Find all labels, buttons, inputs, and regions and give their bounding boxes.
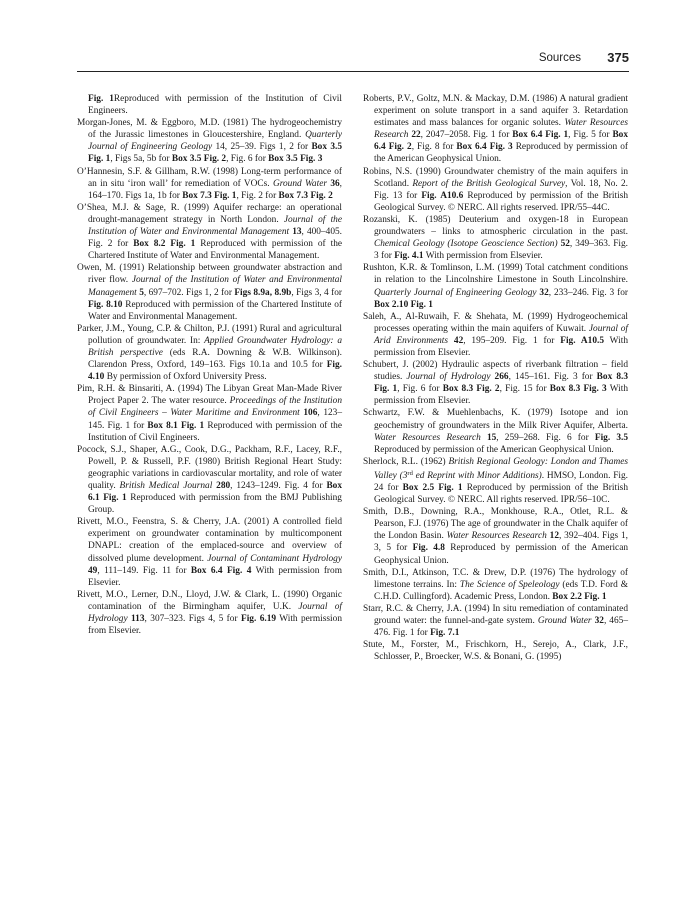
reference-entry [77,93,342,117]
reference-text: Fig. 4.8 [412,543,445,554]
reference-text: Robins, N.S. (1990) Groundwater chemistry of the main aquifers in Scotland. [363,166,628,189]
reference-text: , 145–161. Fig. 3 for [508,372,597,383]
reference-text: Ground Water [537,616,592,627]
reference-text: With permission from Elsevier. [423,251,543,262]
reference-text: Smith, D.B., Downing, R.A., Monkhouse, R.A., Otlet, R.L. & Pearson, F.J. (1976) The age of groundwater in the Chalk aquifer of the London Basin. [363,507,628,542]
reference-text: Box 8.2 Fig. 1 [133,239,196,250]
reference-text: , 123–145. Fig. 1 for [88,408,342,431]
reference-text: ed Reprint with Minor Additions) [412,470,542,481]
reference-text: Reproduced with permission of the Institution of Civil Engineers. [88,420,342,443]
reference-entry [77,383,342,443]
reference-text: 266 [494,372,509,383]
reference-text: . HMSO, London. Fig. 24 for [374,470,628,493]
reference-text: Stute, M., Forster, M., Frischkorn, H., Serejo, A., Clark, J.F., Schlosser, P., Broecker, W.S. & Bonani, G. (1995) [363,640,628,663]
reference-text: Water Resources Research [374,118,628,141]
reference-text: Box 7.3 Fig. 1 [182,190,237,201]
reference-entry [363,93,628,166]
reference-text: Owen, M. (1991) Relationship between groundwater abstraction and river flow. [77,263,342,286]
reference-text: Reproduced with permission of the Chartered Institute of Water and Environmental Management. [88,299,342,322]
reference-text: Sherlock, R.L. (1962) [363,456,449,467]
reference-entry [363,311,628,359]
reference-text: Pocock, S.J., Shaper, A.G., Cook, D.G., Packham, R.F., Lacey, R.F., Powell, P. & Russell, P.F. (1980) British Regional Heart Study: geographic variations in cardiovascular mortality, and role of water quality. [77,444,342,491]
left-column [77,93,342,637]
reference-text: 13 [292,227,302,238]
reference-text: Smith, D.I., Atkinson, T.C. & Drew, D.P. (1976) The hydrology of limestone terrains. In: [363,567,628,590]
reference-text: Water Resources Research [446,531,547,542]
reference-text: 32 [594,616,604,627]
reference-text: Journal of Contaminant Hydrology [207,553,342,564]
reference-entry [363,506,628,566]
reference-text: Schubert, J. (2002) Hydraulic aspects of riverbank filtration – field studies. [363,360,628,383]
reference-text: Proceedings of the Institution of Civil Engineers – Water Maritime and Environment [88,396,342,419]
reference-entry [363,262,628,310]
reference-text: Reproduced by permission of the American Geophysical Union. [374,543,629,566]
reference-entry [363,407,628,455]
reference-text: Fig. 4.10 [88,360,342,383]
reference-text: Rivett, M.O., Lerner, D.N., Lloyd, J.W. & Clark, L. (1990) Organic contamination of the Birmingham aquifer, U.K. [77,589,342,612]
reference-text: , Figs 5a, 5b for [110,154,172,165]
reference-text: Fig. 4.1 [394,251,424,262]
reference-entry [363,603,628,639]
reference-text: , 233–246. Fig. 3 for [548,287,628,298]
reference-text: By permission of Oxford University Press. [104,372,267,383]
reference-text: Saleh, A., Al-Ruwaih, F. & Shehata, M. (1999) Hydrogeochemical processes operating within the main aquifers of Kuwait. [363,311,628,334]
reference-entry [77,166,342,202]
section-title: Sources [538,52,581,64]
reference-text: Reproduced by permission of the American Geophysical Union. [374,142,628,165]
reference-text: , 465–476. Fig. 1 for [374,616,628,639]
reference-text: 14, 25–39. Figs 1, 2 for [212,142,312,153]
reference-text: With permission from Elsevier. [88,614,342,637]
reference-entry [77,202,342,262]
reference-text: Fig. 8.10 [88,299,123,310]
reference-text: Fig. A10.6 [421,190,464,201]
reference-text: Journal of the Institution of Water and Environmental Management [88,214,342,238]
reference-entry [77,262,342,322]
reference-text: With permission from Elsevier. [374,384,629,407]
reference-text: Box 8.3 Fig. 3 [549,384,607,395]
reference-text: Box 8.3 Fig. 1 [374,372,628,395]
reference-entry [363,639,628,663]
reference-text: O’Hannesin, S.F. & Gillham, R.W. (1998) Long-term performance of an in situ ‘iron wall’ for remediation of VOCs. [77,166,342,189]
reference-entry [363,456,628,506]
reference-text: Rushton, K.R. & Tomlinson, L.M. (1999) Total catchment conditions in relation to the Lincolnshire Limestone in South Lincolnshire. [363,263,628,286]
reference-text: 49 [88,565,98,576]
reference-entry [363,567,628,603]
reference-text: Parker, J.M., Young, C.P. & Chilton, P.J. (1991) Rural and agricultural pollution of groundwater. In: [77,323,342,346]
reference-text: Box 6.4 Fig. 2 [374,130,629,153]
reference-text: With permission from Elsevier. [374,335,628,358]
reference-text: (eds R.A. Downing & W.B. Wilkinson). Clarendon Press, Oxford, 149–163. Figs 10.1a and 10.5 for [88,347,342,371]
reference-text: Fig. A10.5 [560,335,604,346]
reference-text: , Fig. 5 for [568,130,613,141]
reference-text: , 111–149. Fig. 11 for [97,565,191,576]
reference-text: Ground Water [272,178,327,189]
reference-entry [77,117,342,165]
reference-text: , Fig. 6 for [226,154,269,165]
reference-text: , Vol. 18, No. 2. Fig. 13 for [374,178,628,201]
reference-text: Morgan-Jones, M. & Eggboro, M.D. (1981) The hydrogeochemistry of the Jurassic limestones in Gloucestershire, England. [77,118,342,141]
reference-text: Box 2.2 Fig. 1 [552,591,607,602]
right-column [363,93,628,663]
reference-entry [77,323,342,383]
reference-text: Fig. 1 [88,94,114,104]
running-header [77,49,629,72]
reference-text: , Fig. 2 for [236,190,279,201]
reference-text: 42 [453,335,464,346]
reference-text: Reproduced by permission of the British Geological Survey. © NERC. All rights reserved. IPR/55–44C. [374,190,629,213]
reference-text: 15 [486,432,497,443]
reference-text: 12 [549,531,559,542]
reference-text: Roberts, P.V., Goltz, M.N. & Mackay, D.M. (1986) A natural gradient experiment on solute transport in a sand aquifer 3. Retardation estimates and mass balances for organic solutes. [363,94,628,129]
reference-text: , Fig. 8 for [411,142,457,153]
reference-text: 106 [303,408,318,419]
reference-entry [363,359,628,407]
reference-text: Box 6.4 Fig. 1 [512,130,569,141]
reference-text: Rozanski, K. (1985) Deuterium and oxygen-18 in European groundwaters – links to atmospheric circulation in the past. [363,214,628,238]
reference-text: , 2047–2058. Fig. 1 for [420,130,513,141]
reference-text: , 307–323. Figs 4, 5 for [144,614,241,625]
reference-text: Reproduced with permission of the Institution of Civil Engineers. [88,94,342,117]
reference-text: , 195–209. Fig. 1 for [463,335,561,346]
reference-text: The Science of Speleology [459,579,560,590]
reference-text: Water Resources Research [374,432,481,443]
reference-text: , 1243–1249. Fig. 4 for [230,481,327,491]
reference-text: Reproduced with permission of the Chartered Institute of Water and Environmental Management. [88,239,343,262]
reference-text: , 259–268. Fig. 6 for [496,432,595,443]
reference-text: Starr, R.C. & Cherry, J.A. (1994) In situ remediation of contaminated ground water: the funnel-and-gate system. [363,603,628,627]
reference-text: Box 6.4 Fig. 3 [456,142,513,153]
page-number: 375 [607,50,629,65]
reference-entry [77,444,342,517]
reference-text: Fig. 7.1 [430,628,460,639]
reference-text: Quarterly Journal of Engineering Geology [374,287,537,298]
reference-entry [363,214,628,262]
reference-text: Box 8.1 Fig. 1 [147,420,205,431]
reference-text: Box 2.5 Fig. 1 [402,483,463,493]
reference-text: Chemical Geology (Isotope Geoscience Section) [374,239,558,250]
reference-text: 5 [139,287,144,298]
reference-text: 280 [216,481,231,491]
reference-text: Reproduced with permission from the BMJ Publishing Group. [88,493,342,516]
reference-text: British Regional Geology: London and Thames Valley [374,456,628,481]
reference-text: rd [407,469,413,477]
reference-text: Box 6.1 Fig. 1 [88,481,343,504]
reference-entry [77,516,342,589]
reference-text: Fig. 6.19 [240,614,277,625]
reference-text: Reproduced by permission of the American Geophysical Union. [374,444,614,455]
reference-text: Schwartz, F.W. & Muehlenbachs, K. (1979) Isotope and ion geochemistry of groundwaters in the Milk River Aquifer, Alberta. [363,408,628,431]
reference-text: With permission from Elsevier. [88,565,342,588]
reference-text: 36 [330,178,340,189]
reference-text: , 164–170. Figs 1a, 1b for [88,178,342,201]
reference-text: Figs 8.9a, 8.9b [234,287,292,298]
reference-text: , 697–702. Figs 1, 2 for [143,287,235,298]
reference-text: , Figs 3, 4 for [291,287,342,298]
reference-text: 113 [131,614,145,625]
reference-text: Rivett, M.O., Feenstra, S. & Cherry, J.A. (2001) A controlled field experiment on groundwater contamination by multicomponent DNAPL: creation of the emplaced-source and overview of dissolved plume development. [77,517,342,564]
reference-text: 52 [560,239,570,250]
reference-text: (eds T.D. Ford & C.H.D. Cullingford). Academic Press, London. [374,579,628,602]
reference-text: 22 [411,130,421,141]
reference-text: Journal of Hydrology [88,601,342,625]
reference-text: 32 [539,287,549,298]
reference-text: Box 3.5 Fig. 3 [268,154,323,165]
reference-text: Quarterly Journal of Engineering Geology [88,130,342,153]
reference-text: Box 2.10 Fig. 1 [374,299,433,310]
reference-text: Journal of the Institution of Water and Environmental Management [88,275,342,298]
reference-text: , Fig. 6 for [397,384,443,395]
reference-text: Journal of Arid Environments [374,323,629,346]
reference-entry [77,589,342,637]
reference-text: , Fig. 15 for [499,384,550,395]
reference-text: O’Shea, M.J. & Sage, R. (1999) Aquifer recharge: an operational drought-management strategy in North London. [77,202,342,225]
reference-text: British Medical Journal [119,481,213,491]
reference-text: Pim, R.H. & Binsariti, A. (1994) The Libyan Great Man-Made River Project Paper 2. The water resource. [77,384,342,407]
reference-text: Journal of Hydrology [406,372,491,383]
reference-entry [363,166,628,214]
reference-text: Reproduced by permission of the British Geological Survey. © NERC. All rights reserved. IPR/56–10C. [374,483,628,506]
reference-text: Applied Groundwater Hydrology: a British perspective [88,335,342,358]
reference-text: Box 7.3 Fig. 2 [278,190,333,201]
reference-text: , 400–405. Fig. 2 for [88,227,342,250]
reference-text: (3 [399,470,408,481]
reference-text: Box 3.5 Fig. 1 [88,142,343,165]
reference-text: Box 6.4 Fig. 4 [190,565,252,576]
reference-text: , 392–404. Figs 1, 3, 5 for [374,531,629,554]
reference-text: Report of the British Geological Survey [412,178,566,189]
reference-text: Box 3.5 Fig. 2 [171,154,227,165]
reference-text: Box 8.3 Fig. 2 [442,384,500,395]
reference-text: Fig. 3.5 [594,432,629,443]
reference-text: , 349–363. Fig. 3 for [374,239,628,262]
